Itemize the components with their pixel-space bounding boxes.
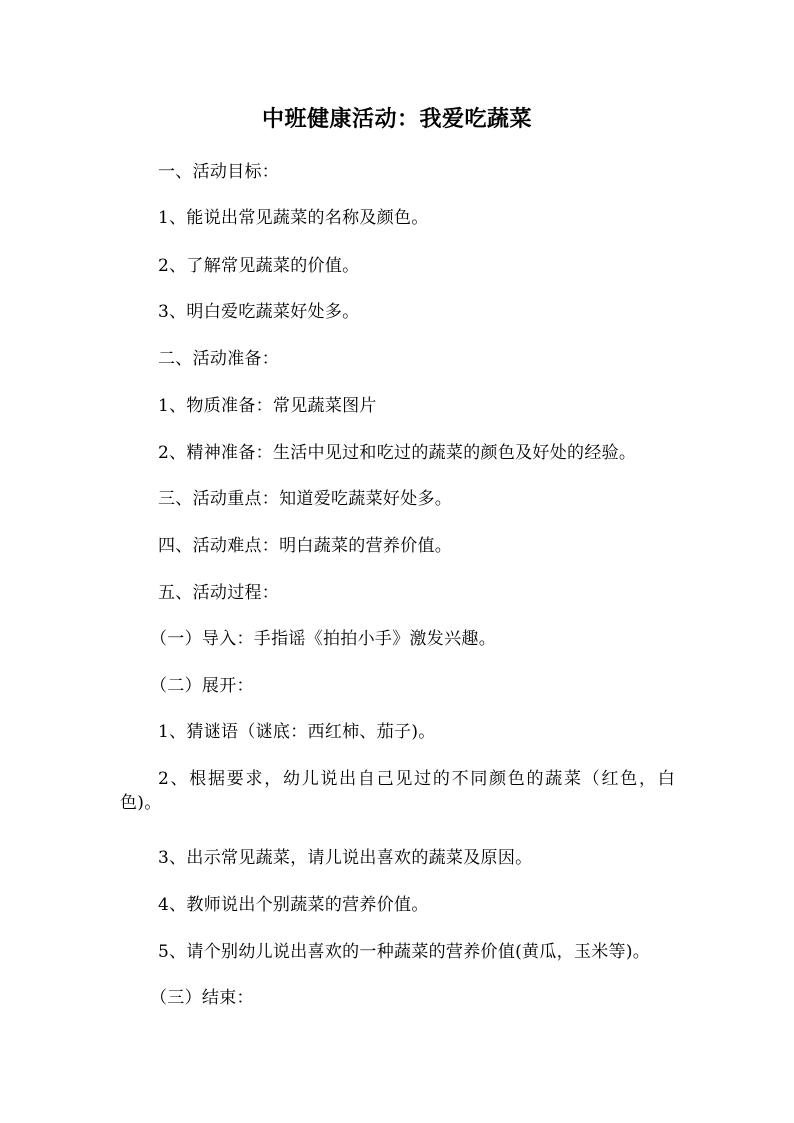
develop-item-3: 3、出示常见蔬菜，请儿说出喜欢的蔬菜及原因。 — [158, 848, 533, 868]
develop-item-4: 4、教师说出个别蔬菜的营养价值。 — [158, 895, 429, 915]
goal-item-1: 1、能说出常见蔬菜的名称及颜色。 — [158, 208, 429, 228]
section-key-point: 三、活动重点：知道爱吃蔬菜好处多。 — [158, 489, 453, 509]
page-title: 中班健康活动：我爱吃蔬菜 — [261, 106, 532, 132]
section-difficulty: 四、活动难点：明白蔬菜的营养价值。 — [158, 536, 453, 556]
goal-item-3: 3、明白爱吃蔬菜好处多。 — [158, 302, 360, 322]
goal-item-2: 2、了解常见蔬菜的价值。 — [158, 256, 360, 276]
section-heading-process: 五、活动过程： — [158, 583, 280, 603]
develop-item-5: 5、请个别幼儿说出喜欢的一种蔬菜的营养价值(黄瓜，玉米等)。 — [158, 942, 651, 962]
preparation-item-2: 2、精神准备：生活中见过和吃过的蔬菜的颜色及好处的经验。 — [158, 443, 637, 463]
preparation-item-1: 1、物质准备：常见蔬菜图片 — [158, 396, 377, 416]
process-end-heading: （三）结束： — [150, 988, 254, 1008]
process-intro: （一）导入：手指谣《拍拍小手》激发兴趣。 — [150, 629, 496, 649]
develop-item-1: 1、猜谜语（谜底：西红柿、茄子)。 — [158, 722, 436, 742]
section-heading-goals: 一、活动目标： — [158, 162, 280, 182]
section-heading-preparation: 二、活动准备： — [158, 349, 280, 369]
develop-item-2: 2、根据要求，幼儿说出自己见过的不同颜色的蔬菜（红色，白色)。 — [120, 769, 675, 813]
process-develop-heading: （二）展开： — [150, 676, 254, 696]
